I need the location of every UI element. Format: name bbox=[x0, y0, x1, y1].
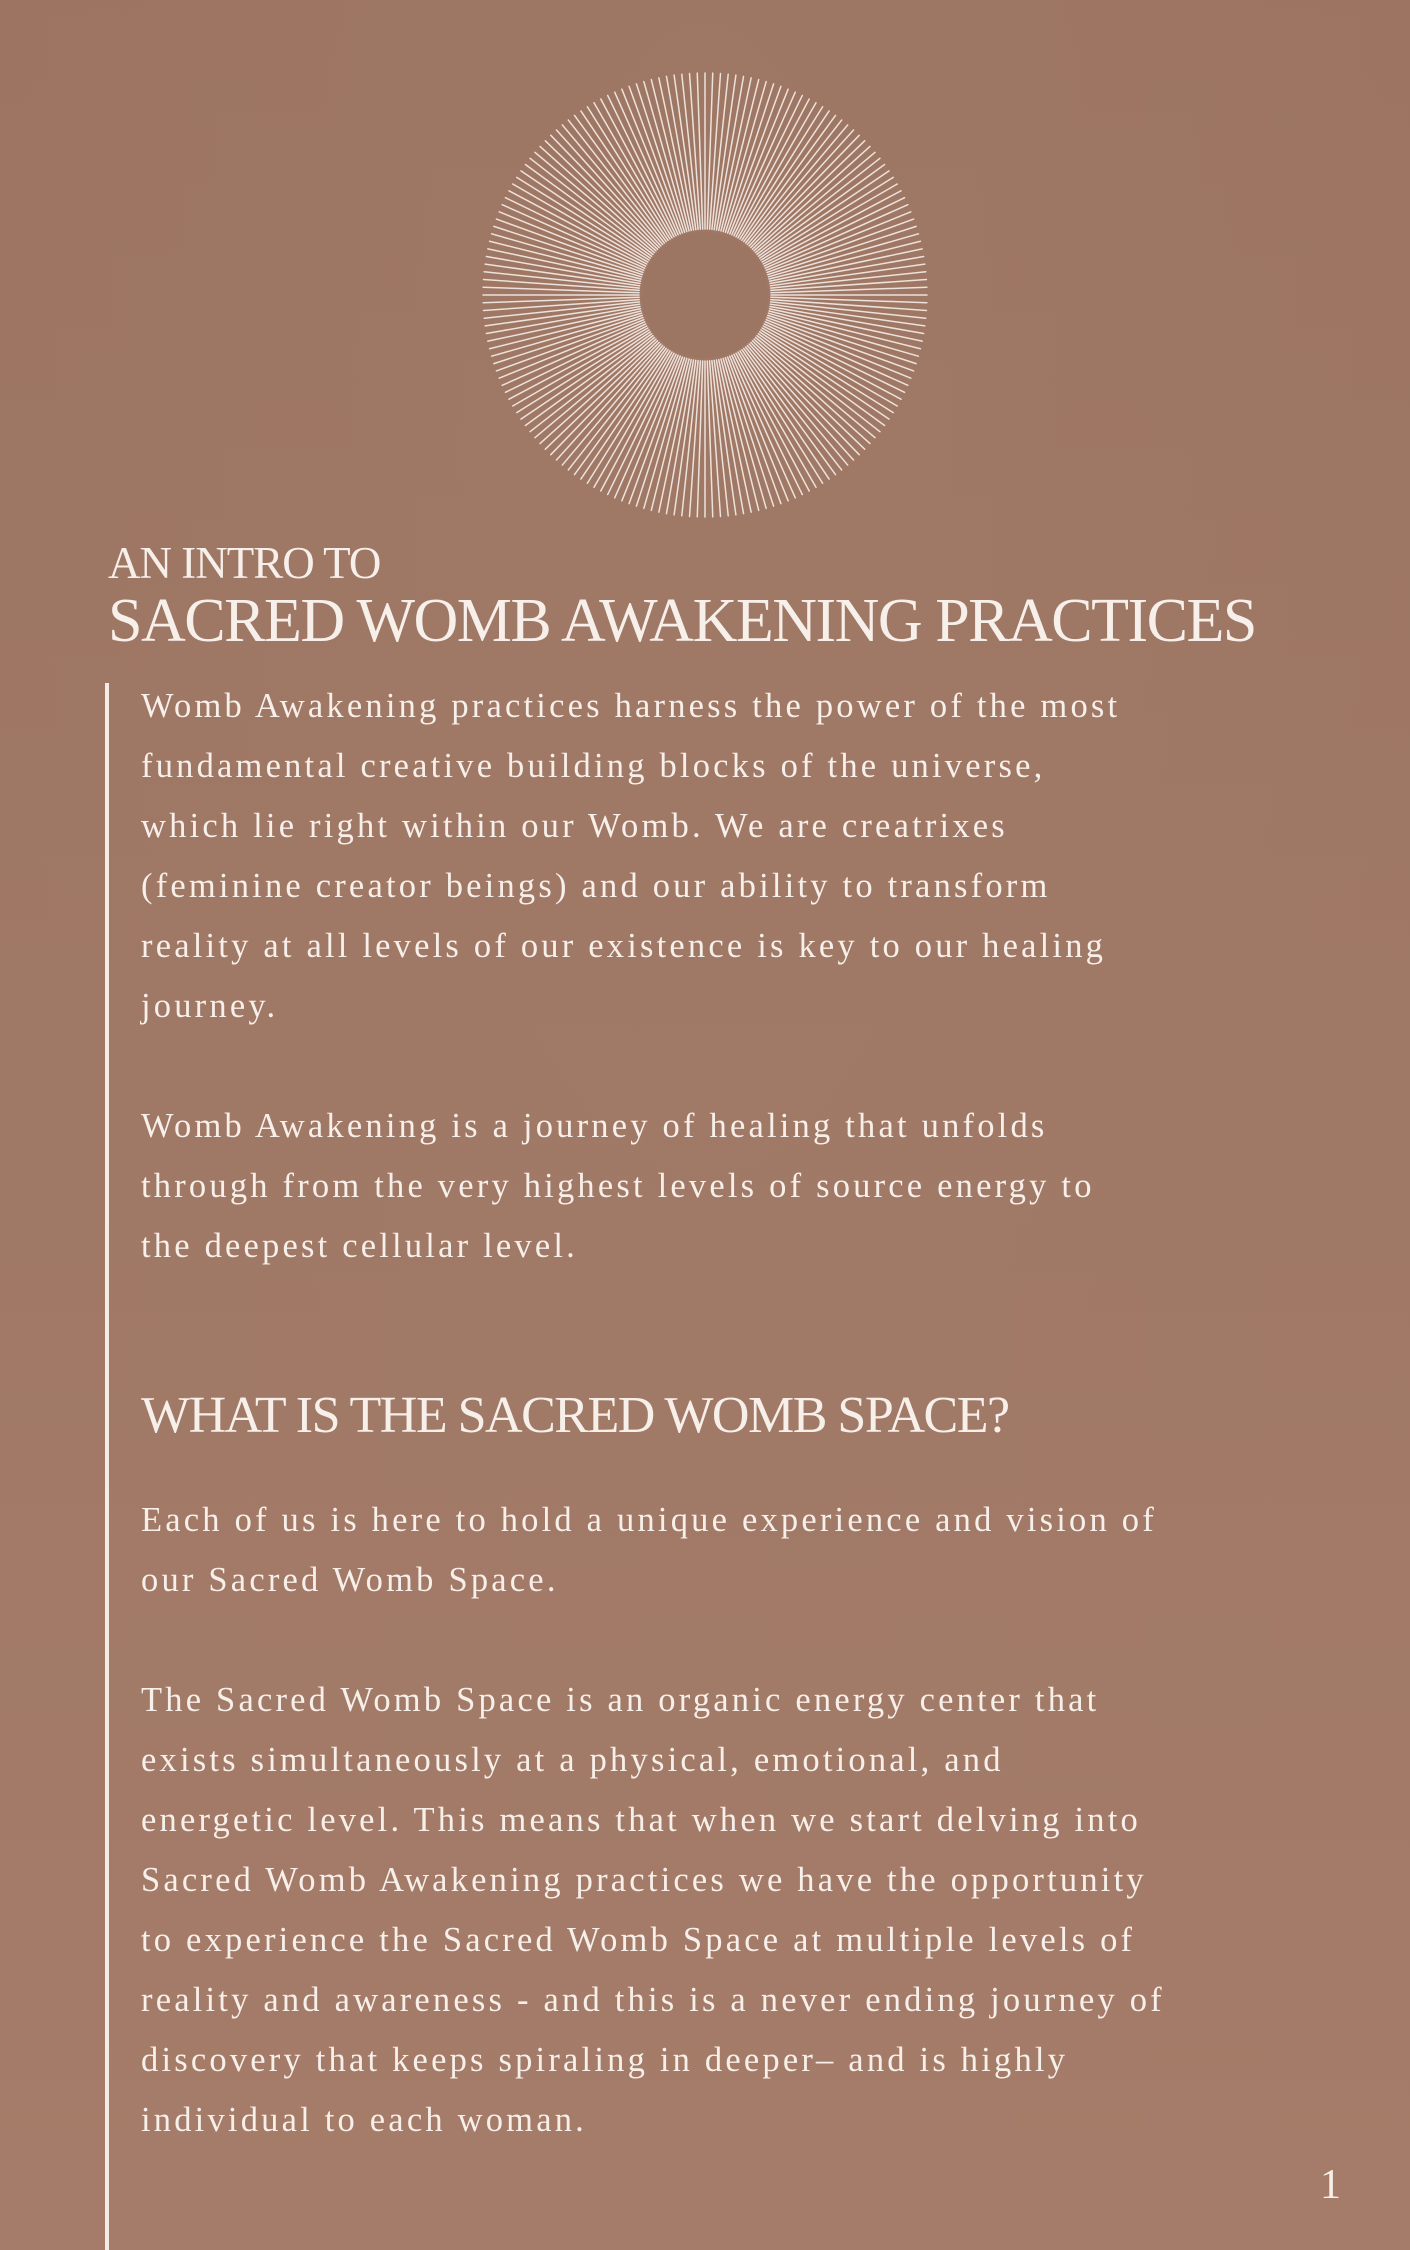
section-heading: WHAT IS THE SACRED WOMB SPACE? bbox=[141, 1387, 1009, 1444]
intro-paragraph-2: Womb Awakening is a journey of healing that unfolds through from the very highest levels of source energy to the deepest cellular level. bbox=[141, 1107, 1095, 1265]
page-title: SACRED WOMB AWAKENING PRACTICES bbox=[108, 587, 1256, 655]
page-number: 1 bbox=[1320, 2162, 1341, 2208]
vertical-divider bbox=[105, 683, 109, 2250]
section-paragraph-2: The Sacred Womb Space is an organic energy center that exists simultaneously at a physical, emotional, and energetic level. This means that when we start delving into Sacred Womb Awakening practices we have the opportunity to experience the Sacred Womb Space at multiple levels of reality and awareness - and this is a never ending journey of discovery that keeps spiraling in deeper– and is highly individual to each woman. bbox=[141, 1681, 1165, 2139]
intro-paragraph-1: Womb Awakening practices harness the power of the most fundamental creative building blocks of the universe, which lie right within our Womb. We are creatrixes (feminine creator beings) and our ability to transform reality at all levels of our existence is key to our healing journey. bbox=[141, 687, 1121, 1025]
sunburst-icon bbox=[480, 70, 930, 520]
intro-kicker: AN INTRO TO bbox=[108, 538, 381, 588]
section-paragraph-1: Each of us is here to hold a unique experience and vision of our Sacred Womb Space. bbox=[141, 1501, 1157, 1599]
